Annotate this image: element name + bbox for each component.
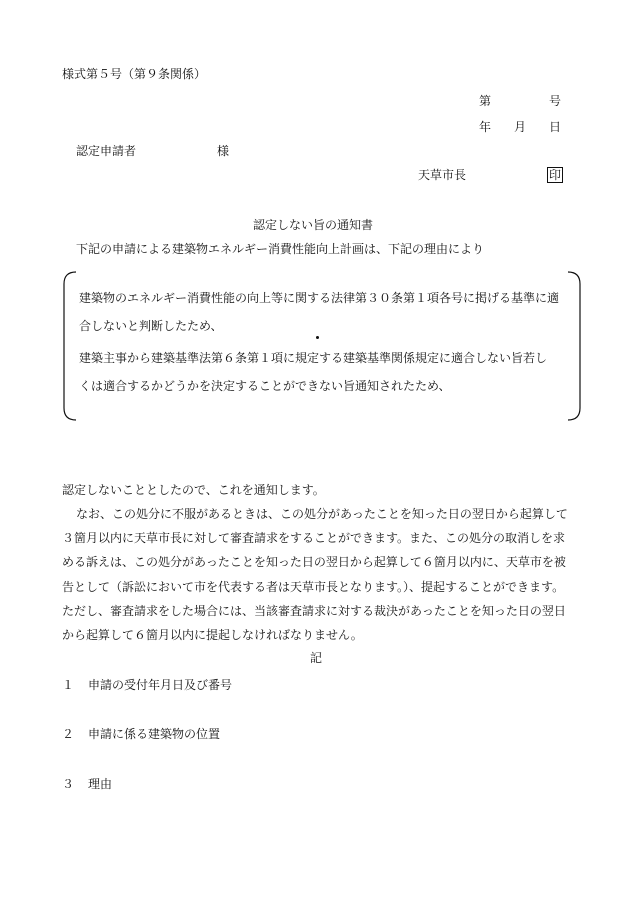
- reason-1-line1: 建築物のエネルギー消費性能の向上等に関する法律第３０条第１項各号に掲げる基準に適: [79, 291, 560, 305]
- form-label: 様式第５号（第９条関係）: [62, 67, 207, 81]
- separator-dot: [316, 336, 319, 339]
- applicant-label: 認定申請者: [76, 144, 137, 158]
- document-title: 認定しない旨の通知書: [253, 218, 374, 232]
- reason-1-line2: 合しないと判断したため、: [79, 319, 223, 333]
- issuer-name: 天草市長: [418, 168, 467, 182]
- number-go-label: 号: [549, 94, 562, 108]
- item-2-number: ２: [62, 727, 75, 741]
- notice-line-3: める訴えは、この処分があったことを知った日の翌日から起算して６箇月以内に、天草市を被: [62, 555, 566, 569]
- notice-line-1: なお、この処分に不服があるときは、この処分があったことを知った日の翌日から起算して: [76, 507, 568, 521]
- reason-option-2: [79, 344, 569, 400]
- item-3-number: ３: [62, 777, 75, 791]
- item-1-number: １: [62, 678, 75, 692]
- conclusion-text: 認定しないこととしたので、これを通知します。: [62, 483, 325, 497]
- item-2-label: 申請に係る建築物の位置: [88, 727, 221, 741]
- reason-option-1: [79, 284, 569, 340]
- notice-line-2: ３箇月以内に天草市長に対して審査請求をすることができます。また、この処分の取消しを求: [62, 531, 566, 545]
- item-1-label: 申請の受付年月日及び番号: [88, 678, 233, 692]
- ki-heading: 記: [310, 651, 323, 665]
- number-dai-label: 第: [479, 94, 492, 108]
- date-year-label: 年: [479, 120, 492, 134]
- item-3-label: 理由: [88, 777, 113, 791]
- item-2: [62, 728, 220, 740]
- date-day-label: 日: [549, 120, 562, 134]
- reason-2-line1: 建築主事から建築基準法第６条第１項に規定する建築基準関係規定に適合しない旨若し: [79, 351, 548, 365]
- reason-options-box: [62, 270, 582, 422]
- seal-stamp: 印: [549, 168, 562, 182]
- reason-2-line2: くは適合するかどうかを決定することができない旨通知されたため、: [79, 379, 451, 393]
- notice-line-5: ただし、審査請求をした場合には、当該審査請求に対する裁決があったことを知った日の翌日: [62, 604, 566, 618]
- intro-text: 下記の申請による建築物エネルギー消費性能向上計画は、下記の理由により: [76, 242, 485, 256]
- date-month-label: 月: [514, 120, 527, 134]
- item-1: [62, 679, 232, 691]
- notice-line-6: から起算して６箇月以内に提起しなければなりません。: [62, 628, 363, 642]
- applicant-honorific: 様: [217, 144, 230, 158]
- notice-line-4: 告として（訴訟において市を代表する者は天草市長となります。）、提起することができます。: [62, 580, 565, 594]
- item-3: [62, 778, 112, 790]
